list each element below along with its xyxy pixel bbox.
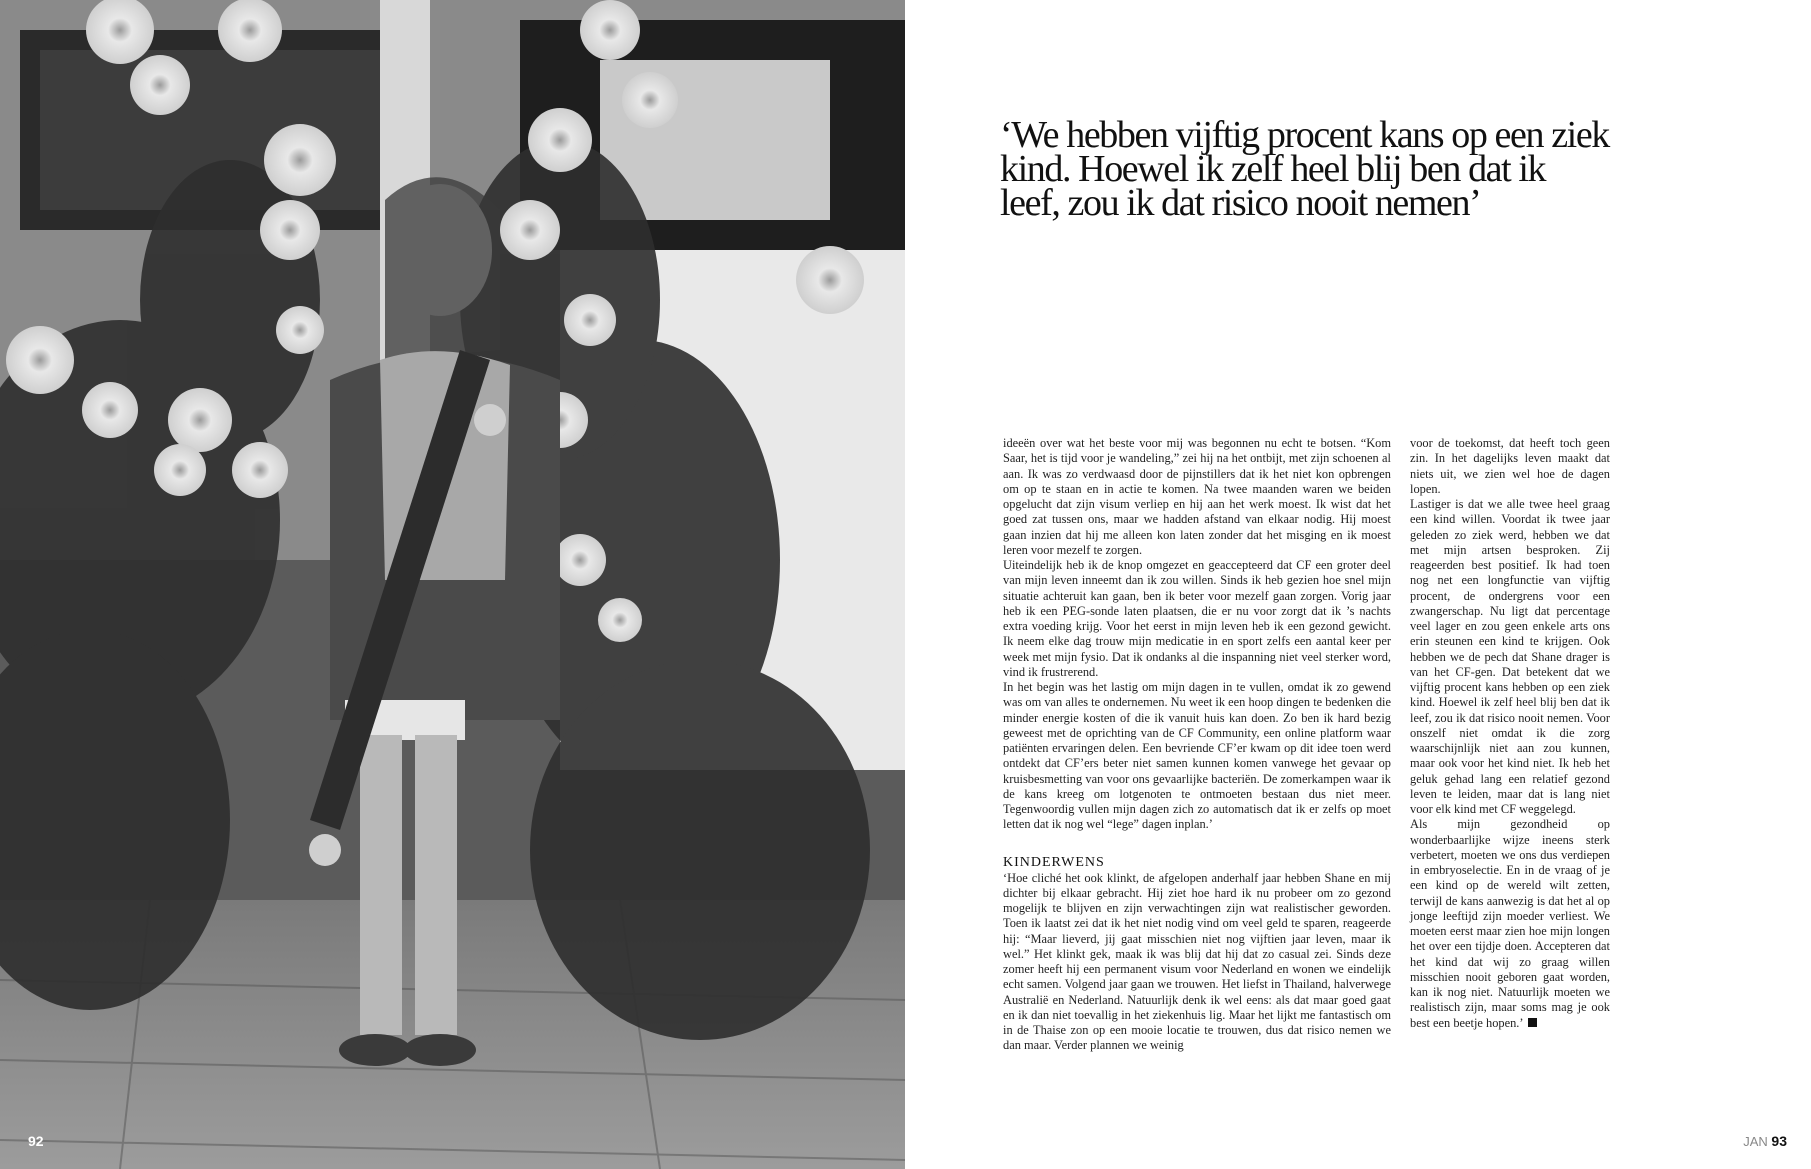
folio	[1743, 1133, 1787, 1149]
article-column-1	[1003, 436, 1391, 1054]
article-column-2	[1410, 436, 1610, 1031]
paragraph: In het begin was het lastig om mijn dagen in te vullen, omdat ik zo gewend was om van alles te ondernemen. Nu weet ik een hoop dingen te bedenken die minder energie kosten of die ik vanuit huis kan doen. Zo ben ik hard bezig geweest met de oprichting van de CF Community, een online platform waar patiënten ervaringen delen. Een bevriende CF’er kwam op dit idee toen werd ontdekt dat CF’ers beter niet samen kunnen komen vanwege het gevaar op kruisbesmetting van voor ons gevaarlijke bacteriën. De zomerkampen waar ik de kans kreeg om lotgenoten te ontmoeten bestaan dus niet meer. Tegenwoordig vullen mijn dagen zich zo automatisch dat ik er zelfs op moet letten dat ik nog wel “lege” dagen inplan.’	[1003, 680, 1391, 832]
portrait-photo	[0, 0, 905, 1169]
paragraph: Uiteindelijk heb ik de knop omgezet en geaccepteerd dat CF een groter deel van mijn leven inneemt dan ik zou willen. Sinds ik heb gezien hoe snel mijn situatie achteruit kan gaan, ben ik beter voor mezelf gaan zorgen. Vorig jaar heb ik een PEG-sonde laten plaatsen, die er nu voor zorgt dat ik ’s nachts extra voeding krijg. Voor het eerst in mijn leven heb ik een gezond gewicht. Ik neem elke dag trouw mijn medicatie in en sport zelfs een aantal keer per week met mijn fysio. Dat ik ondanks al die inspanning niet veel sterker word, vind ik frustrerend.	[1003, 558, 1391, 679]
page-number-right: 93	[1771, 1133, 1787, 1149]
end-mark-icon	[1528, 1018, 1537, 1027]
section-heading: KINDERWENS	[1003, 854, 1105, 870]
pull-quote: ‘We hebben vijftig procent kans op een ziek kind. Hoewel ik zelf heel blij ben dat ik leef, zou ik dat risico nooit nemen’	[1000, 114, 1609, 224]
paragraph: ideeën over wat het beste voor mij was begonnen nu echt te botsen. “Kom Saar, het is tijd voor je wandeling,” zei hij na het ontbijt, met zijn schoenen al aan. Ik was zo verdwaasd door de pijnstillers dat ik het niet kon opbrengen om op te staan en in actie te komen. Na twee maanden waren we beiden opgelucht dat zijn visum verliep en hij aan het werk moest. Ik wist dat het goed zat tussen ons, maar we hadden afstand van elkaar nodig. Hij moest gaan inzien dat hij me alleen kon laten zonder dat het misging en ik moest leren voor mezelf te zorgen.	[1003, 436, 1391, 557]
paragraph-text: Als mijn gezondheid op wonderbaarlijke wijze ineens sterk verbetert, moeten we ons dus verdiepen in embryoselectie. En in de vraag of je een kind op de wereld wilt zetten, terwijl de kans aanwezig is dat het al op jonge leeftijd zijn moeder verliest. We moeten eerst maar zien hoe mijn longen het over een tijdje doen. Accepteren dat het kind dat wij zo graag willen misschien nooit geboren gaat worden, kan ik nog niet. Natuurlijk moeten we realistisch zijn, maar soms mag je ook best een beetje hopen.’	[1410, 817, 1610, 1030]
page-number-left: 92	[28, 1133, 44, 1149]
paragraph: voor de toekomst, dat heeft toch geen zin. In het dagelijks leven maakt dat niets uit, we zien wel hoe de dagen lopen.	[1410, 436, 1610, 496]
folio-month: JAN	[1743, 1134, 1768, 1149]
paragraph: Lastiger is dat we alle twee heel graag een kind willen. Voordat ik twee jaar geleden zo ziek werd, hebben we dat met mijn artsen besproken. Zij reageerden best positief. Ik had toen nog net een longfunctie van vijftig procent, de ondergrens voor een zwangerschap. Nu ligt dat percentage veel lager en zou geen enkele arts ons erin steunen een kind te krijgen. Ook hebben we de pech dat Shane drager is van het CF-gen. Dat betekent dat we vijftig procent kans hebben op een ziek kind. Hoewel ik zelf heel blij ben dat ik leef, zou ik dat risico nooit nemen. Voor onszelf niet omdat ik die zorg waarschijnlijk niet aan zou kunnen, maar ook voor het kind niet. Ik heb het geluk gehad lang een relatief gezond leven te leiden, maar dat is lang niet voor elk kind met CF weggelegd.	[1410, 497, 1610, 816]
photo-illustration	[0, 0, 905, 1169]
paragraph: ‘Hoe cliché het ook klinkt, de afgelopen anderhalf jaar hebben Shane en mij dichter bij elkaar gebracht. Hij ziet hoe hard ik nu probeer om zo gezond mogelijk te blijven en zijn verwachtingen zijn wat realistischer geworden. Toen ik laatst zei dat ik het niet nodig vind om veel geld te sparen, reageerde hij: “Maar lieverd, jij gaat misschien niet nog vijftien jaar leven, maar ik wel.” Het klinkt gek, maak ik was blij dat hij dat zo casual zei. Sinds deze zomer heeft hij een permanent visum voor Nederland en wonen we eindelijk echt samen. Volgend jaar gaan we trouwen. Het liefst in Thailand, halverwege Australië en Nederland. Natuurlijk denk ik wel eens: als dat maar goed gaat en ik dan niet toevallig in het ziekenhuis lig. Maar het lijkt me fantastisch om in de Thaise zon op een mooie locatie te trouwen, dus dat risico nemen we dan maar. Verder plannen we weinig	[1003, 870, 1391, 1053]
paragraph	[1410, 817, 1610, 1031]
